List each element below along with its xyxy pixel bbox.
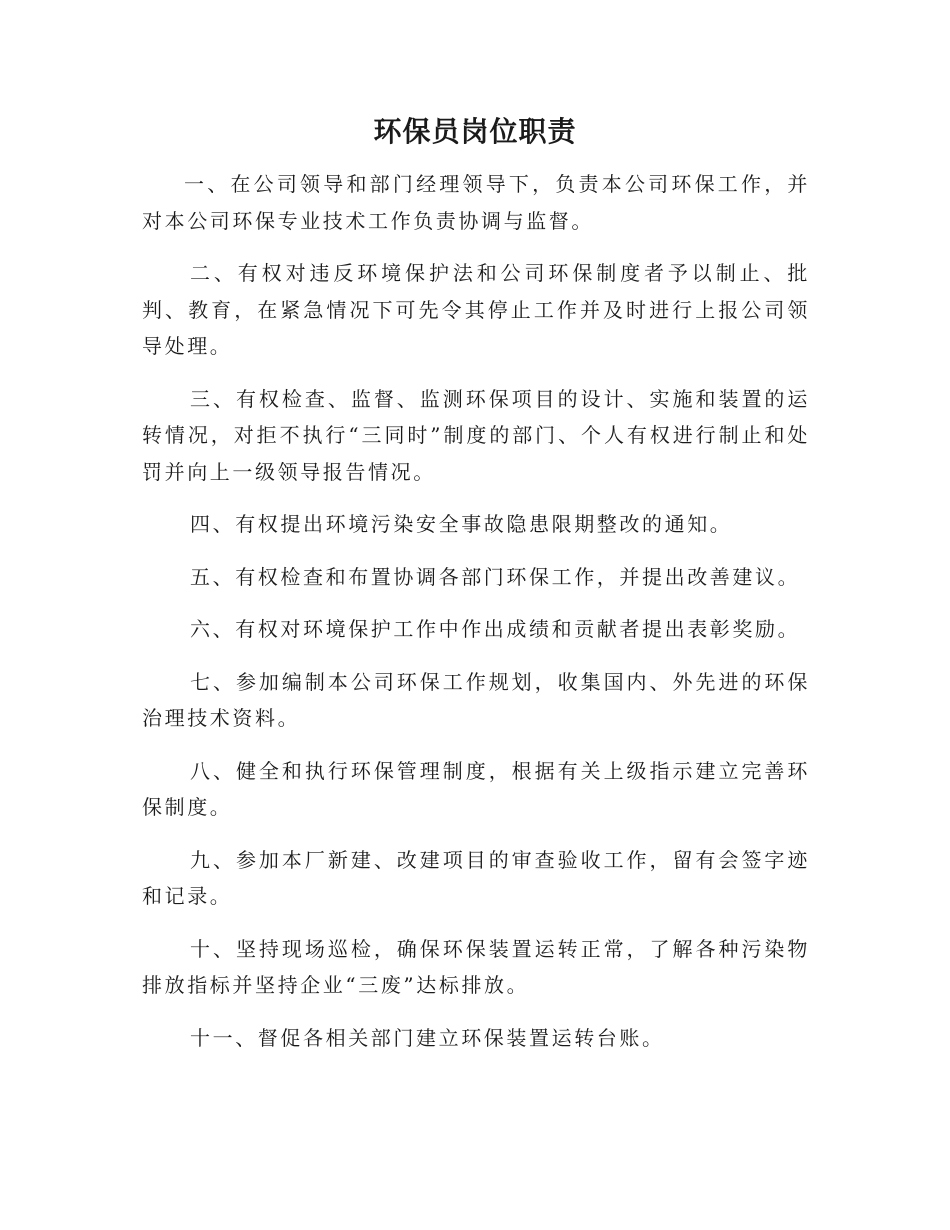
paragraph-1: 一、在公司领导和部门经理领导下，负责本公司环保工作，并对本公司环保专业技术工作负责协调与监督。 [142, 172, 810, 233]
document-body [142, 166, 810, 1056]
paragraph-7: 七、参加编制本公司环保工作规划，收集国内、外先进的环保治理技术资料。 [142, 669, 810, 730]
paragraph-2: 二、有权对违反环境保护法和公司环保制度者予以制止、批判、教育，在紧急情况下可先令其停止工作并及时进行上报公司领导处理。 [142, 261, 810, 358]
paragraph-4: 四、有权提出环境污染安全事故隐患限期整改的通知。 [190, 512, 733, 536]
paragraph-8: 八、健全和执行环保管理制度，根据有关上级指示建立完善环保制度。 [142, 758, 810, 819]
document-title: 环保员岗位职责 [373, 115, 577, 148]
paragraph-6: 六、有权对环境保护工作中作出成绩和贡献者提出表彰奖励。 [190, 617, 801, 641]
paragraph-5: 五、有权检查和布置协调各部门环保工作，并提出改善建议。 [190, 564, 801, 589]
paragraph-10: 十、坚持现场巡检，确保环保装置运转正常，了解各种污染物排放指标并坚持企业“三废”达标排放。 [142, 936, 810, 997]
paragraph-11: 十一、督促各相关部门建立环保装置运转台账。 [190, 1025, 665, 1050]
paragraph-9: 九、参加本厂新建、改建项目的审查验收工作，留有会签字迹和记录。 [142, 847, 810, 908]
paragraph-3: 三、有权检查、监督、监测环保项目的设计、实施和装置的运转情况，对拒不执行“三同时”制度的部门、个人有权进行制止和处罚并向上一级领导报告情况。 [142, 386, 810, 484]
